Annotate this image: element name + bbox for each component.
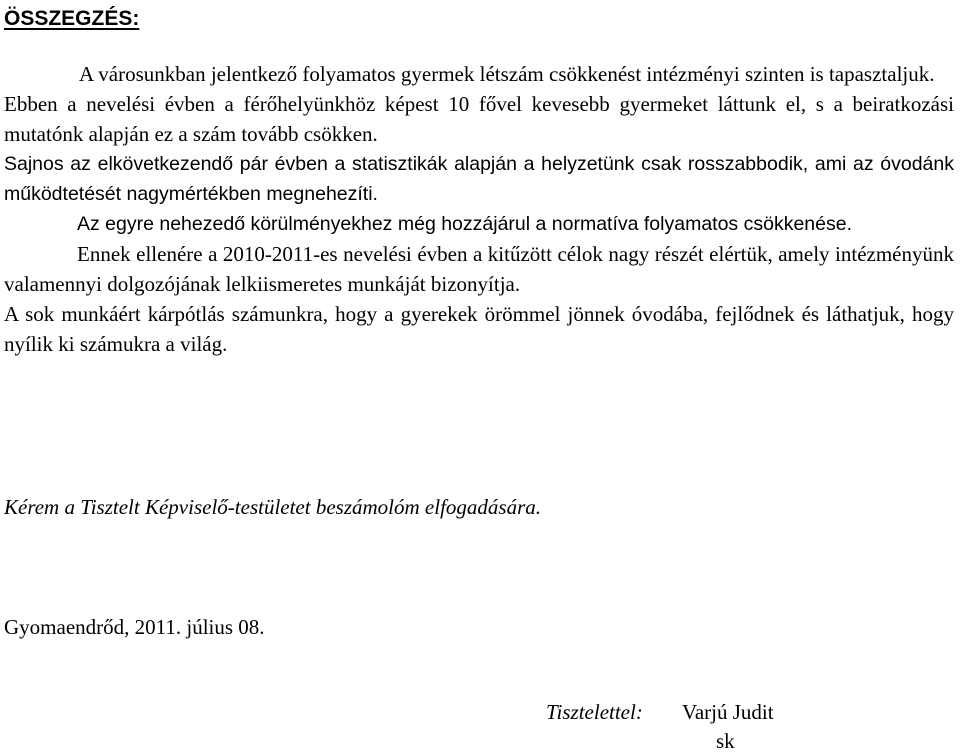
summary-body (4, 59, 954, 359)
document-page (4, 0, 956, 753)
place-date: Gyomaendrőd, 2011. július 08. (4, 615, 265, 639)
paragraph-normative-funding: Az egyre nehezedő körülményekhez még hozzájárul a normatíva folyamatos csökkenése. (77, 213, 852, 235)
closing-request: Kérem a Tisztelt Képviselő-testületet beszámolóm elfogadására. (4, 495, 542, 519)
paragraph-goals-achieved: Ennek ellenére a 2010-2011-es nevelési évben a kitűzött célok nagy részét elértük, amely intézményünk valamennyi dolgozójának lelkiismeretes munkáját bizonyítja. (4, 242, 954, 296)
paragraph-statistics-outlook: Sajnos az elkövetkezendő pár évben a statisztikák alapján a helyzetünk csak rosszabbodik, ami az óvodánk működtetését nagymértékben megnehezíti. (4, 153, 954, 205)
signature-label: Tisztelettel: (546, 700, 643, 724)
signature-mark: sk (716, 729, 735, 753)
signature-name: Varjú Judit (682, 700, 774, 724)
section-heading: ÖSSZEGZÉS: (4, 7, 140, 30)
paragraph-compensation: A sok munkáért kárpótlás számunkra, hogy a gyerekek örömmel jönnek óvodába, fejlődnek és láthatjuk, hogy nyílik ki számukra a világ. (4, 302, 954, 356)
paragraph-capacity: Ebben a nevelési évben a férőhelyünkhöz képest 10 fővel kevesebb gyermeket láttunk el, s a beiratkozási mutatónk alapján ez a szám tovább csökken. (4, 92, 954, 146)
paragraph-decreasing-enrollment: A városunkban jelentkező folyamatos gyermek létszám csökkenést intézményi szinten is tapasztaljuk. (79, 62, 935, 86)
